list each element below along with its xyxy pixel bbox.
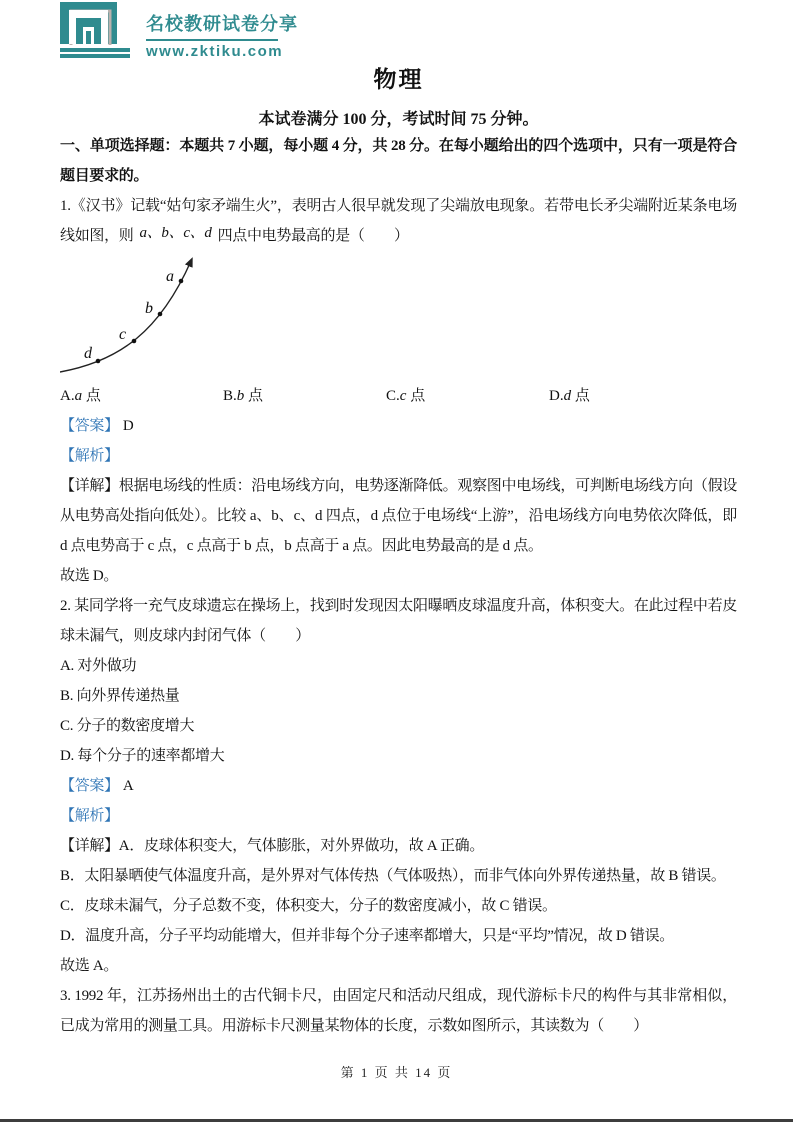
answer-label: 【答案】 — [60, 778, 119, 794]
q1-answer-line — [60, 411, 737, 441]
q1-option-a-var: a — [74, 388, 83, 404]
q1-option-a — [60, 381, 223, 411]
question-1-stem — [60, 191, 737, 251]
point-b-label: b — [145, 300, 153, 317]
page-content — [60, 2, 737, 1041]
q1-option-a-prefix: A. — [60, 388, 75, 404]
q1-stem-after: 四点中电势最高的是（ ） — [217, 228, 409, 244]
q1-option-d-prefix: D. — [549, 388, 564, 404]
zktiku-logo-icon — [60, 2, 130, 59]
q1-option-d-var: d — [563, 388, 572, 404]
q2-detail-a: 【详解】A．皮球体积变大，气体膨胀，对外界做功，故 A 正确。 — [60, 838, 485, 854]
q1-option-c-prefix: C. — [386, 388, 400, 404]
q2-analysis-line — [60, 801, 737, 831]
answer-label: 【答案】 — [60, 418, 119, 434]
q1-option-a-suffix: 点 — [82, 388, 101, 404]
point-c-dot — [132, 339, 137, 344]
q2-detail-c: C．皮球未漏气，分子总数不变，体积变大，分子的数密度减小，故 C 错误。 — [60, 898, 557, 914]
q1-option-c-suffix: 点 — [406, 388, 426, 404]
page-number: 第 1 页 共 14 页 — [340, 1065, 453, 1080]
point-d-label: d — [84, 345, 92, 362]
point-b-dot — [158, 312, 163, 317]
q2-option-a: A. 对外做功 — [60, 658, 137, 674]
q2-option-c: C. 分子的数密度增大 — [60, 718, 195, 734]
analysis-label: 【解析】 — [60, 808, 119, 824]
page-title: 物理 — [373, 67, 424, 92]
q1-option-b-prefix: B. — [223, 388, 237, 404]
point-d-dot — [96, 359, 101, 364]
field-line-diagram — [60, 251, 737, 381]
q2-option-b: B. 向外界传递热量 — [60, 688, 180, 704]
q1-option-d-suffix: 点 — [571, 388, 590, 404]
logo-divider — [146, 39, 278, 41]
exam-subtitle: 本试卷满分 100 分，考试时间 75 分钟。 — [258, 111, 539, 128]
logo-site-url[interactable]: www.zktiku.com — [146, 43, 284, 60]
q2-conclusion: 故选 A。 — [60, 958, 119, 974]
q2-detail-d: D．温度升高，分子平均动能增大，但并非每个分子速率都增大，只是“平均”情况，故 D 错误。 — [60, 928, 674, 944]
question-2-stem: 2. 某同学将一充气皮球遗忘在操场上，找到时发现因太阳曝晒皮球温度升高，体积变大。在此过程中若皮球未漏气，则皮球内封闭气体（ ） — [60, 598, 737, 644]
q1-conclusion: 故选 D。 — [60, 568, 119, 584]
q1-option-b — [223, 381, 386, 411]
logo-text-block — [146, 2, 298, 60]
q2-answer-line — [60, 771, 737, 801]
q1-option-c-var: c — [399, 388, 407, 404]
point-a-dot — [179, 279, 184, 284]
question-1-options — [60, 381, 737, 411]
q1-option-c — [386, 381, 549, 411]
q1-stem-before: 1.《汉书》记载“姑句家矛端生火”，表明古人很早就发现了尖端放电现象。若带电长矛尖端附近某条电场线如图，则 — [60, 198, 737, 244]
question-3-stem: 3. 1992 年，江苏扬州出土的古代铜卡尺，由固定尺和活动尺组成，现代游标卡尺的构件与其非常相似，已成为常用的测量工具。用游标卡尺测量某物体的长度，示数如图所示，其读数为（ ） — [60, 988, 737, 1034]
q1-detail-paragraph: 【详解】根据电场线的性质：沿电场线方向，电势逐渐降低。观察图中电场线，可判断电场线方向（假设从电势高处指向低处）。比较 a、b、c、d 四点，d 点位于电场线“上游”，沿电场线方向电势依次降低，即 d 点电势高于 c 点，c 点高于 b 点，b 点高于 a 点。因此电势最高的是 d 点。 — [60, 478, 737, 554]
q1-option-b-suffix: 点 — [244, 388, 264, 404]
section-heading: 一、单项选择题：本题共 7 小题，每小题 4 分，共 28 分。在每小题给出的四个选项中，只有一项是符合题目要求的。 — [60, 138, 737, 184]
q1-analysis-line — [60, 441, 737, 471]
q1-option-d — [549, 381, 712, 411]
q1-stem-variables: a、b、c、d — [139, 225, 212, 241]
point-a-label: a — [166, 268, 174, 285]
q1-option-b-var: b — [236, 388, 245, 404]
zktiku-logo — [60, 2, 737, 61]
q1-answer-value: D — [122, 418, 134, 434]
q2-option-d: D. 每个分子的速率都增大 — [60, 748, 225, 764]
point-c-label: c — [119, 326, 127, 343]
q2-answer-value: A — [122, 778, 134, 794]
logo-site-name: 名校教研试卷分享 — [146, 14, 298, 34]
q2-detail-b: B．太阳暴晒使气体温度升高，是外界对气体传热（气体吸热），而非气体向外界传递热量，故 B 错误。 — [60, 868, 726, 884]
analysis-label: 【解析】 — [60, 448, 119, 464]
